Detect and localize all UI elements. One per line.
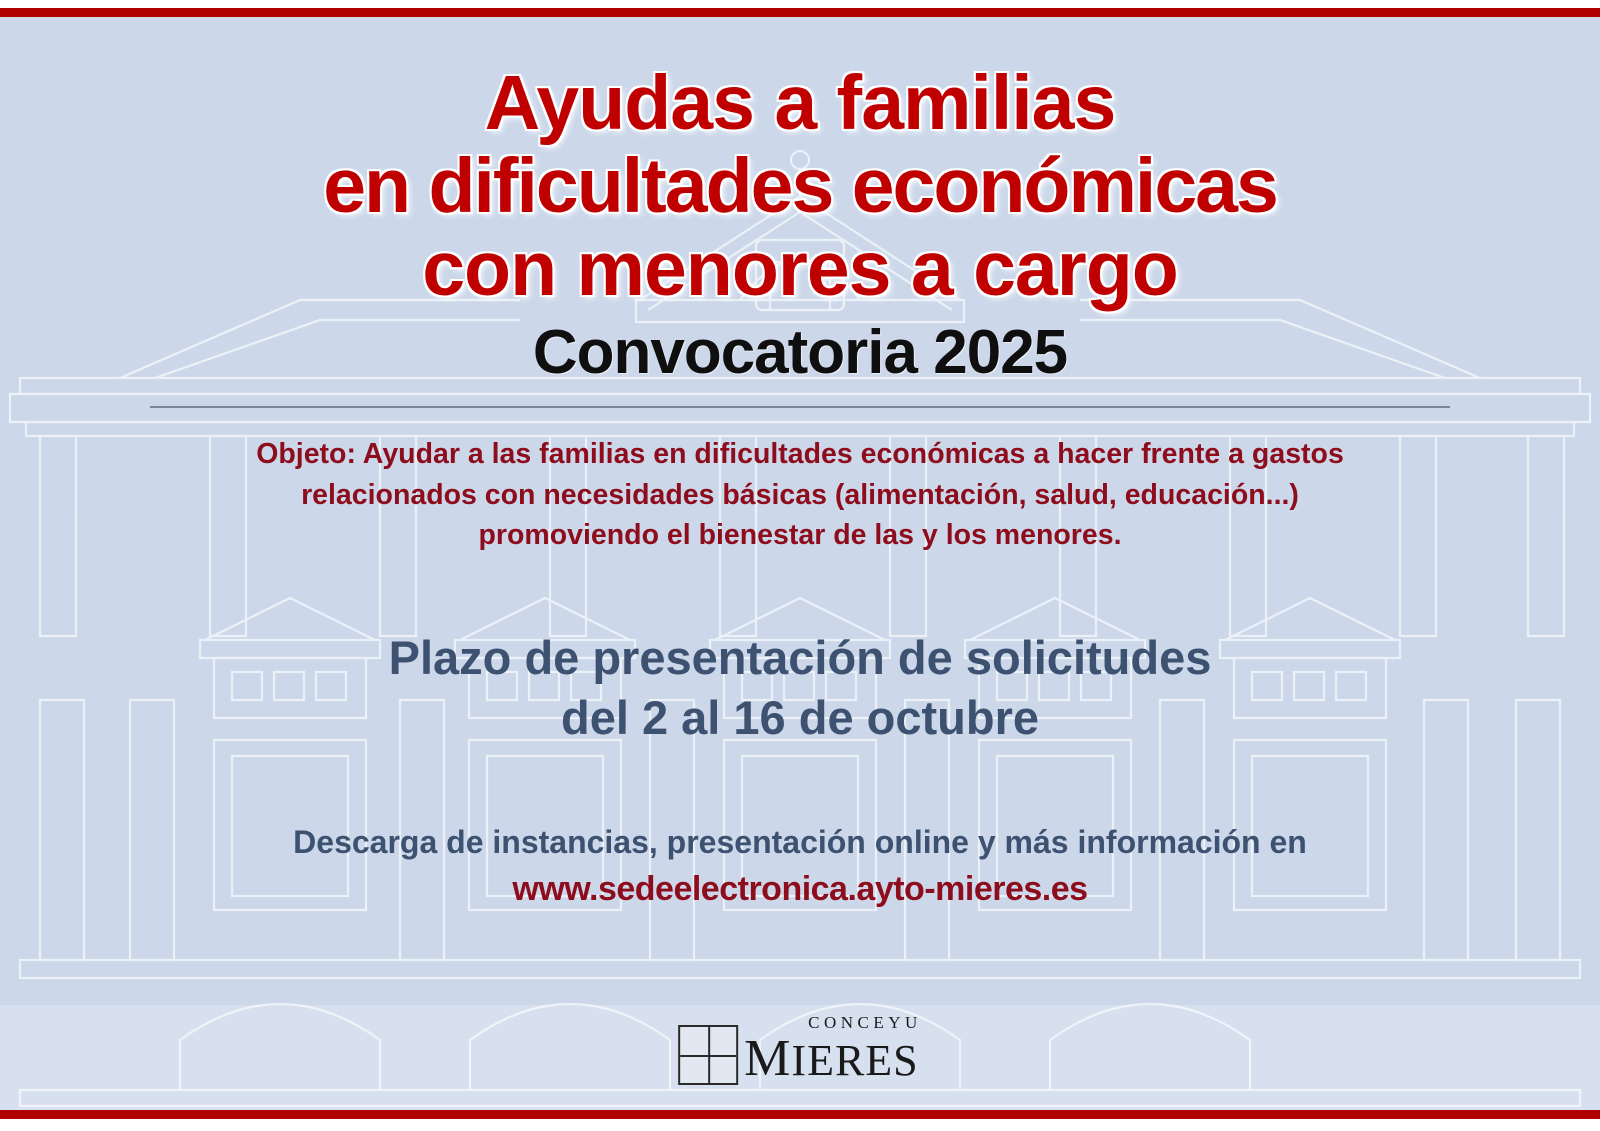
download-info: Descarga de instancias, presentación online y más información en bbox=[293, 824, 1307, 861]
objective-text bbox=[135, 434, 1465, 555]
title-line-2: en dificultades económicas bbox=[323, 143, 1277, 230]
objective-line-1: Objeto: Ayudar a las familias en dificultades económicas a hacer frente a gastos bbox=[256, 438, 1344, 471]
divider bbox=[150, 406, 1450, 408]
objective-line-3: promoviendo el bienestar de las y los menores. bbox=[478, 519, 1122, 552]
logo bbox=[678, 1014, 922, 1085]
bottom-edge bbox=[0, 1119, 1600, 1131]
logo-mieres bbox=[744, 1030, 922, 1087]
top-rule bbox=[0, 8, 1600, 17]
logo-conceyu: CONCEYU bbox=[808, 1013, 922, 1032]
objective-line-2: relacionados con necesidades básicas (alimentación, salud, educación...) bbox=[301, 478, 1299, 511]
logo-text bbox=[744, 1014, 922, 1085]
subtitle: Convocatoria 2025 bbox=[532, 318, 1068, 388]
website-url[interactable]: www.sedeelectronica.ayto-mieres.es bbox=[512, 869, 1088, 908]
bottom-rule bbox=[0, 1110, 1600, 1119]
deadline-text bbox=[90, 628, 1510, 748]
deadline-line-2: del 2 al 16 de octubre bbox=[560, 691, 1039, 745]
logo-mieres-rest: IERES bbox=[791, 1036, 919, 1085]
top-edge bbox=[0, 0, 1600, 8]
title-line-1: Ayudas a familias bbox=[484, 60, 1116, 146]
deadline-line-1: Plazo de presentación de solicitudes bbox=[388, 630, 1212, 684]
page-title bbox=[90, 0, 1510, 311]
title-line-3: con menores a cargo bbox=[422, 226, 1178, 313]
logo-mieres-initial: M bbox=[744, 1030, 792, 1087]
window-grid-icon bbox=[678, 1025, 738, 1085]
